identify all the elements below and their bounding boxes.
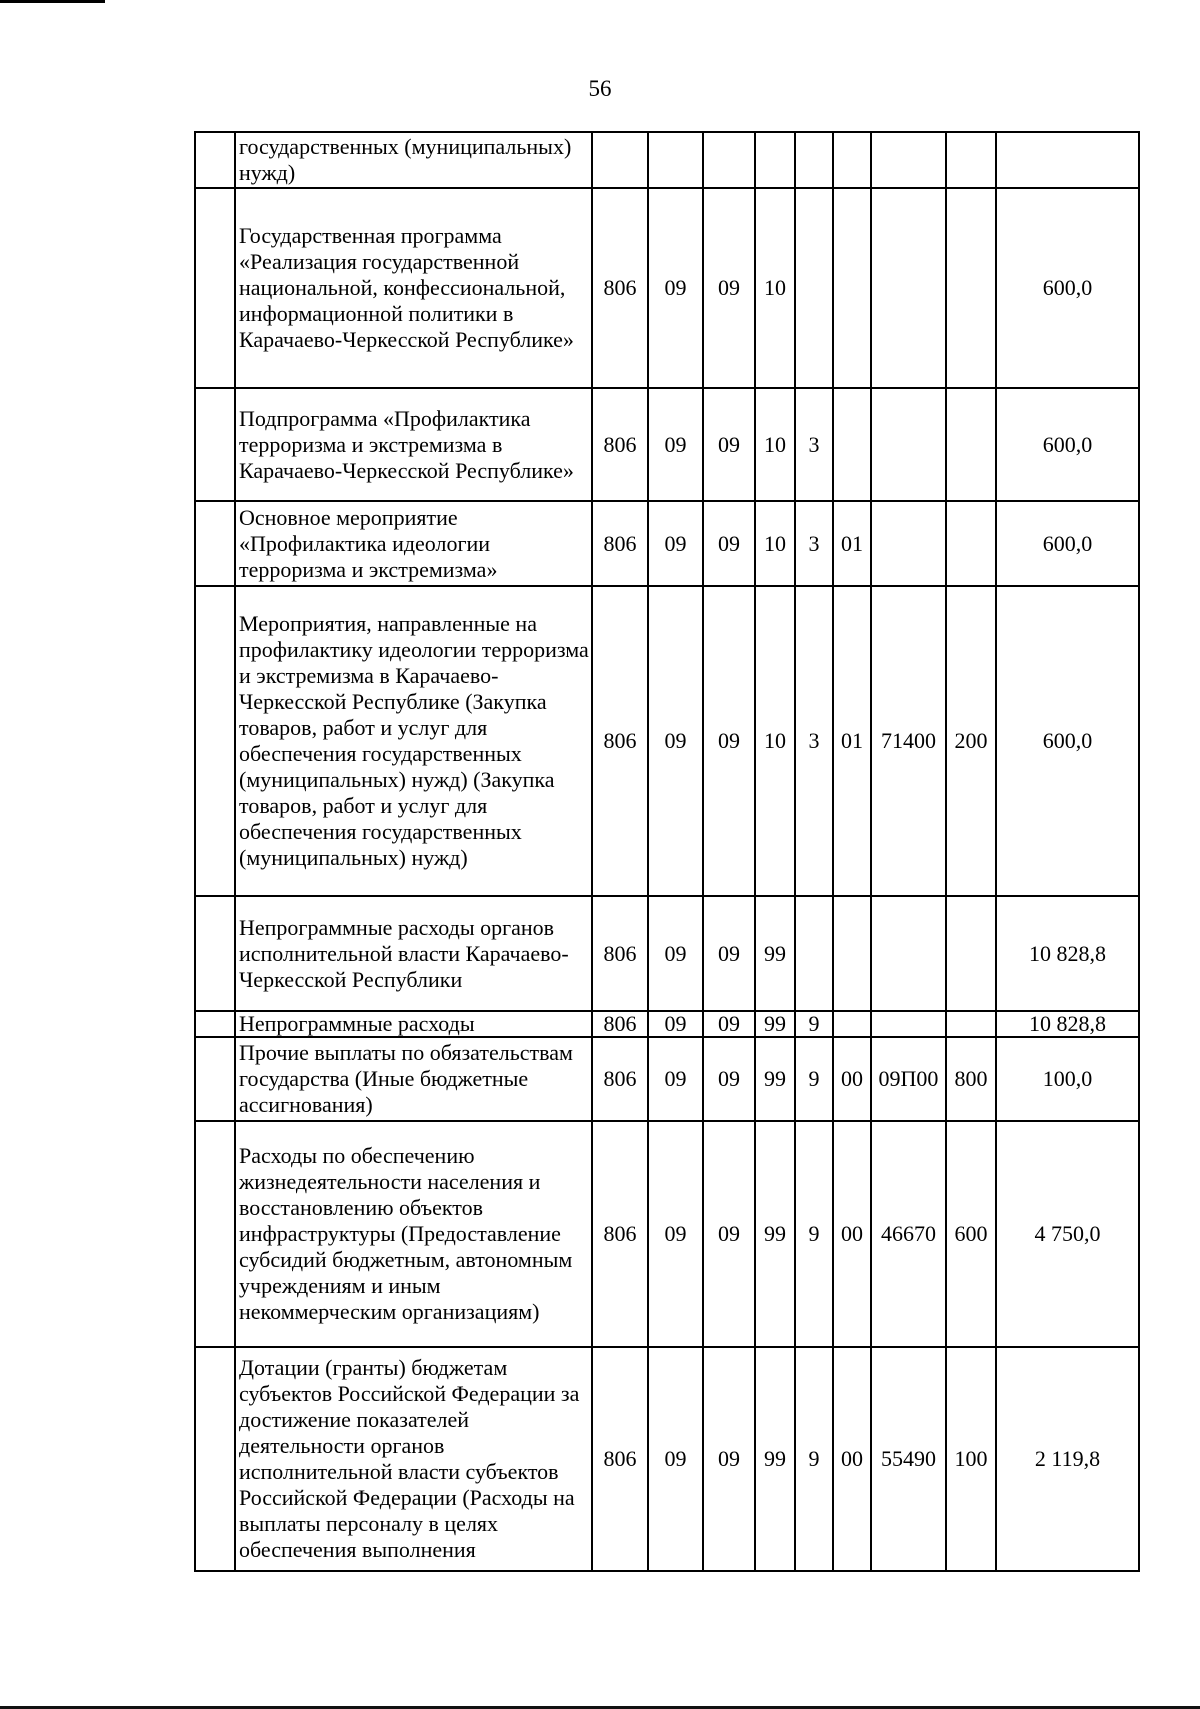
cell-napr <box>871 388 946 501</box>
cell-vr <box>946 388 996 501</box>
cell-rz: 09 <box>648 1011 703 1037</box>
cell-name: Прочие выплаты по обязательствам государства (Иные бюджетные ассигнования) <box>235 1037 592 1121</box>
cell-name: Государственная программа «Реализация государственной национальной, конфессиональной, информационной политики в Карачаево-Черкесской Республике» <box>235 188 592 388</box>
cell-napr <box>871 188 946 388</box>
cell-napr: 09П00 <box>871 1037 946 1121</box>
cell-sub <box>795 132 833 188</box>
cell-osn: 00 <box>833 1037 871 1121</box>
row-number-cell <box>195 501 235 586</box>
cell-osn <box>833 188 871 388</box>
table-row <box>195 1121 1139 1347</box>
cell-napr <box>871 132 946 188</box>
cell-sub: 9 <box>795 1347 833 1571</box>
cell-name: Расходы по обеспечению жизнедеятельности населения и восстановлению объектов инфраструктуры (Предоставление субсидий бюджетным, автономным учреждениям и иным некоммерческим организациям) <box>235 1121 592 1347</box>
cell-sub: 9 <box>795 1011 833 1037</box>
cell-prog: 10 <box>755 586 795 896</box>
cell-rz: 09 <box>648 1347 703 1571</box>
cell-rz: 09 <box>648 1121 703 1347</box>
cell-vr: 600 <box>946 1121 996 1347</box>
cell-osn <box>833 132 871 188</box>
table-row <box>195 896 1139 1011</box>
cell-name: Дотации (гранты) бюджетам субъектов Российской Федерации за достижение показателей деятельности органов исполнительной власти субъектов Российской Федерации (Расходы на выплаты персоналу в целях обеспечения выполнения <box>235 1347 592 1571</box>
cell-osn: 01 <box>833 501 871 586</box>
budget-table <box>194 131 1140 1572</box>
cell-prog <box>755 132 795 188</box>
cell-osn <box>833 1011 871 1037</box>
cell-napr: 55490 <box>871 1347 946 1571</box>
cell-pr: 09 <box>703 586 755 896</box>
cell-name: Подпрограмма «Профилактика терроризма и экстремизма в Карачаево-Черкесской Республике» <box>235 388 592 501</box>
cell-sub: 3 <box>795 388 833 501</box>
cell-grbs: 806 <box>592 1011 648 1037</box>
cell-name: Мероприятия, направленные на профилактику идеологии терроризма и экстремизма в Карачаево-Черкесской Республике (Закупка товаров, работ и услуг для обеспечения государственных (муниципальных) нужд) (Закупка товаров, работ и услуг для обеспечения государственных (муниципальных) нужд) <box>235 586 592 896</box>
cell-vr <box>946 896 996 1011</box>
table-row <box>195 132 1139 188</box>
cell-sum: 600,0 <box>996 188 1139 388</box>
cell-vr <box>946 501 996 586</box>
cell-grbs: 806 <box>592 501 648 586</box>
cell-prog: 10 <box>755 388 795 501</box>
cell-osn: 00 <box>833 1347 871 1571</box>
cell-sub <box>795 896 833 1011</box>
cell-napr: 46670 <box>871 1121 946 1347</box>
cell-prog: 99 <box>755 896 795 1011</box>
cell-grbs: 806 <box>592 896 648 1011</box>
cell-vr: 100 <box>946 1347 996 1571</box>
cell-name: Непрограммные расходы органов исполнительной власти Карачаево-Черкесской Республики <box>235 896 592 1011</box>
cell-pr: 09 <box>703 388 755 501</box>
cell-vr <box>946 1011 996 1037</box>
table-row <box>195 586 1139 896</box>
cell-rz: 09 <box>648 501 703 586</box>
cell-prog: 99 <box>755 1121 795 1347</box>
cell-sum: 10 828,8 <box>996 896 1139 1011</box>
cell-grbs <box>592 132 648 188</box>
cell-name: государственных (муниципальных) нужд) <box>235 132 592 188</box>
row-number-cell <box>195 388 235 501</box>
cell-napr <box>871 1011 946 1037</box>
cell-osn: 00 <box>833 1121 871 1347</box>
scan-edge-mark <box>0 0 105 3</box>
cell-pr: 09 <box>703 1121 755 1347</box>
cell-prog: 10 <box>755 188 795 388</box>
cell-sub: 9 <box>795 1037 833 1121</box>
cell-grbs: 806 <box>592 586 648 896</box>
table-body <box>195 132 1139 1571</box>
cell-grbs: 806 <box>592 1121 648 1347</box>
table-row <box>195 1347 1139 1571</box>
table-row <box>195 188 1139 388</box>
cell-vr <box>946 132 996 188</box>
row-number-cell <box>195 896 235 1011</box>
cell-pr: 09 <box>703 1011 755 1037</box>
cell-rz: 09 <box>648 188 703 388</box>
cell-sub: 3 <box>795 586 833 896</box>
cell-prog: 99 <box>755 1037 795 1121</box>
row-number-cell <box>195 1347 235 1571</box>
cell-sub: 3 <box>795 501 833 586</box>
cell-rz: 09 <box>648 896 703 1011</box>
cell-vr: 800 <box>946 1037 996 1121</box>
cell-pr: 09 <box>703 1347 755 1571</box>
cell-sum <box>996 132 1139 188</box>
cell-sum: 600,0 <box>996 501 1139 586</box>
cell-napr: 71400 <box>871 586 946 896</box>
table-row <box>195 501 1139 586</box>
row-number-cell <box>195 1121 235 1347</box>
cell-vr: 200 <box>946 586 996 896</box>
cell-name: Непрограммные расходы <box>235 1011 592 1037</box>
cell-rz: 09 <box>648 1037 703 1121</box>
cell-sum: 600,0 <box>996 388 1139 501</box>
cell-sum: 2 119,8 <box>996 1347 1139 1571</box>
cell-pr: 09 <box>703 896 755 1011</box>
row-number-cell <box>195 586 235 896</box>
cell-napr <box>871 501 946 586</box>
cell-name: Основное мероприятие «Профилактика идеологии терроризма и экстремизма» <box>235 501 592 586</box>
cell-prog: 99 <box>755 1011 795 1037</box>
cell-rz: 09 <box>648 586 703 896</box>
row-number-cell <box>195 1037 235 1121</box>
cell-osn: 01 <box>833 586 871 896</box>
cell-pr: 09 <box>703 501 755 586</box>
cell-osn <box>833 388 871 501</box>
cell-prog: 99 <box>755 1347 795 1571</box>
cell-sub <box>795 188 833 388</box>
cell-napr <box>871 896 946 1011</box>
cell-pr <box>703 132 755 188</box>
cell-osn <box>833 896 871 1011</box>
cell-pr: 09 <box>703 188 755 388</box>
row-number-cell <box>195 188 235 388</box>
cell-sub: 9 <box>795 1121 833 1347</box>
cell-grbs: 806 <box>592 388 648 501</box>
cell-rz <box>648 132 703 188</box>
cell-sum: 600,0 <box>996 586 1139 896</box>
cell-prog: 10 <box>755 501 795 586</box>
cell-grbs: 806 <box>592 188 648 388</box>
table-row <box>195 1011 1139 1037</box>
cell-grbs: 806 <box>592 1037 648 1121</box>
cell-vr <box>946 188 996 388</box>
cell-sum: 100,0 <box>996 1037 1139 1121</box>
page-number: 56 <box>588 76 612 101</box>
table-row <box>195 388 1139 501</box>
cell-pr: 09 <box>703 1037 755 1121</box>
cell-sum: 4 750,0 <box>996 1121 1139 1347</box>
row-number-cell <box>195 132 235 188</box>
row-number-cell <box>195 1011 235 1037</box>
table-row <box>195 1037 1139 1121</box>
cell-sum: 10 828,8 <box>996 1011 1139 1037</box>
cell-grbs: 806 <box>592 1347 648 1571</box>
cell-rz: 09 <box>648 388 703 501</box>
